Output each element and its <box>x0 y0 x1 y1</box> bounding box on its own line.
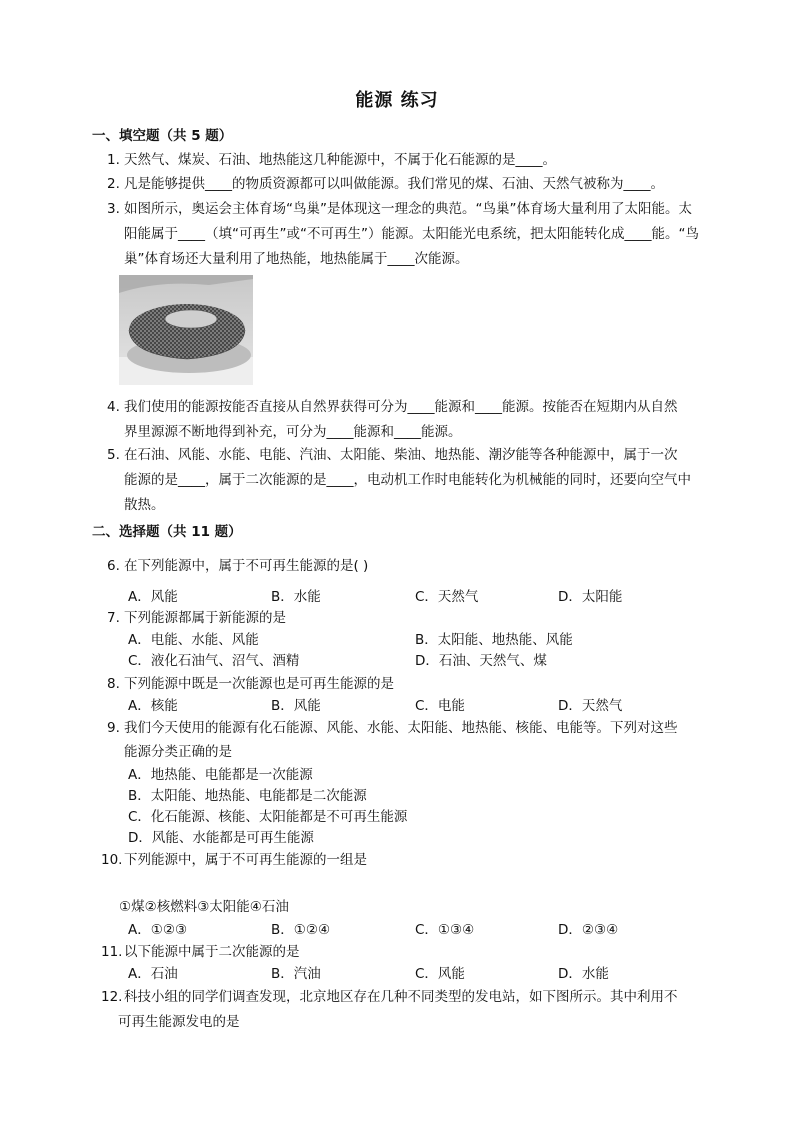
question-text: 以下能源中属于二次能源的是 <box>124 944 300 960</box>
section-fill-in-heading: 一、填空题（共 5 题） <box>92 128 233 144</box>
question-5 <box>107 443 707 518</box>
stadium-image <box>119 275 253 385</box>
page-title: 能源 练习 <box>355 90 439 111</box>
question-text-line: 能源分类正确的是 <box>124 744 232 760</box>
option-d[interactable]: D．天然气 <box>558 698 623 714</box>
question-text-line: 我们今天使用的能源有化石能源、风能、水能、太阳能、地热能、核能、电能等。下列对这些 <box>124 720 678 736</box>
question-8 <box>107 672 707 697</box>
question-4 <box>107 395 707 445</box>
option-b[interactable]: B．太阳能、地热能、风能 <box>415 632 573 648</box>
option-a[interactable]: A．地热能、电能都是一次能源 <box>128 767 313 783</box>
question-text-line: 科技小组的同学们调查发现，北京地区存在几种不同类型的发电站，如下图所示。其中利用不 <box>124 989 678 1005</box>
question-3 <box>107 197 707 272</box>
option-c[interactable]: C．天然气 <box>415 589 479 605</box>
question-number: 6. <box>107 558 120 574</box>
question-number: 7. <box>107 610 120 626</box>
question-number: 11. <box>101 944 123 960</box>
option-c[interactable]: C．液化石油气、沼气、酒精 <box>128 653 300 669</box>
question-1 <box>107 148 707 173</box>
option-b[interactable]: B．①②④ <box>271 922 331 938</box>
option-d[interactable]: D．风能、水能都是可再生能源 <box>128 830 314 846</box>
option-c[interactable]: C．①③④ <box>415 922 475 938</box>
option-d[interactable]: D．石油、天然气、煤 <box>415 653 547 669</box>
question-number: 3. <box>107 201 120 217</box>
option-b[interactable]: B．风能 <box>271 698 321 714</box>
option-c[interactable]: C．化石能源、核能、太阳能都是不可再生能源 <box>128 809 408 825</box>
option-a[interactable]: A．电能、水能、风能 <box>128 632 259 648</box>
option-a[interactable]: A．风能 <box>128 589 178 605</box>
option-d[interactable]: D．太阳能 <box>558 589 623 605</box>
question-text: 天然气、煤炭、石油、地热能这几种能源中，不属于化石能源的是____。 <box>124 152 556 168</box>
question-number: 12. <box>101 989 123 1005</box>
question-number: 2. <box>107 176 120 192</box>
question-text: 下列能源中，属于不可再生能源的一组是 <box>124 852 367 868</box>
question-9 <box>107 716 707 763</box>
option-d[interactable]: D．②③④ <box>558 922 619 938</box>
birds-nest-stadium-photo <box>119 275 253 385</box>
question-number: 9. <box>107 720 120 736</box>
section-choice-heading: 二、选择题（共 11 题） <box>92 524 242 540</box>
question-12 <box>101 985 707 1035</box>
question-2 <box>107 172 707 197</box>
question-text-line: 如图所示，奥运会主体育场“鸟巢”是体现这一理念的典范。“鸟巢”体育场大量利用了太阳能。太 <box>124 201 692 217</box>
question-number: 5. <box>107 447 120 463</box>
question-text-line: 在石油、风能、水能、电能、汽油、太阳能、柴油、地热能、潮汐能等各种能源中，属于一次 <box>124 447 678 463</box>
question-text-line: 散热。 <box>124 497 165 513</box>
option-a[interactable]: A．①②③ <box>128 922 188 938</box>
question-text-line: 巢”体育场还大量利用了地热能，地热能属于____次能源。 <box>124 251 469 267</box>
option-c[interactable]: C．电能 <box>415 698 465 714</box>
question-7 <box>107 606 707 631</box>
option-b[interactable]: B．汽油 <box>271 966 321 982</box>
question-number: 1. <box>107 152 120 168</box>
question-text-line: 能源的是____，属于二次能源的是____，电动机工作时电能转化为机械能的同时，还要向空气中 <box>124 472 691 488</box>
question-text: 下列能源都属于新能源的是 <box>124 610 286 626</box>
option-c[interactable]: C．风能 <box>415 966 465 982</box>
question-text-line: 阳能属于____（填“可再生”或“不可再生”）能源。太阳能光电系统，把太阳能转化成____能。“鸟 <box>124 226 699 242</box>
option-b[interactable]: B．水能 <box>271 589 321 605</box>
option-b[interactable]: B．太阳能、地热能、电能都是二次能源 <box>128 788 367 804</box>
question-text: 下列能源中既是一次能源也是可再生能源的是 <box>124 676 394 692</box>
question-text: 凡是能够提供____的物质资源都可以叫做能源。我们常见的煤、石油、天然气被称为____。 <box>124 176 664 192</box>
option-a[interactable]: A．核能 <box>128 698 178 714</box>
question-text-line: 可再生能源发电的是 <box>118 1014 240 1030</box>
question-number: 8. <box>107 676 120 692</box>
option-d[interactable]: D．水能 <box>558 966 609 982</box>
option-a[interactable]: A．石油 <box>128 966 178 982</box>
question-10-items: ①煤②核燃料③太阳能④石油 <box>119 899 289 915</box>
question-11 <box>101 940 701 965</box>
question-text-line: 我们使用的能源按能否直接从自然界获得可分为____能源和____能源。按能否在短期内从自然 <box>124 399 678 415</box>
question-text: 在下列能源中，属于不可再生能源的是( ) <box>124 558 369 574</box>
question-number: 10. <box>101 852 123 868</box>
question-text-line: 界里源源不断地得到补充，可分为____能源和____能源。 <box>124 424 462 440</box>
question-number: 4. <box>107 399 120 415</box>
question-6 <box>107 554 707 579</box>
question-10 <box>101 848 701 873</box>
